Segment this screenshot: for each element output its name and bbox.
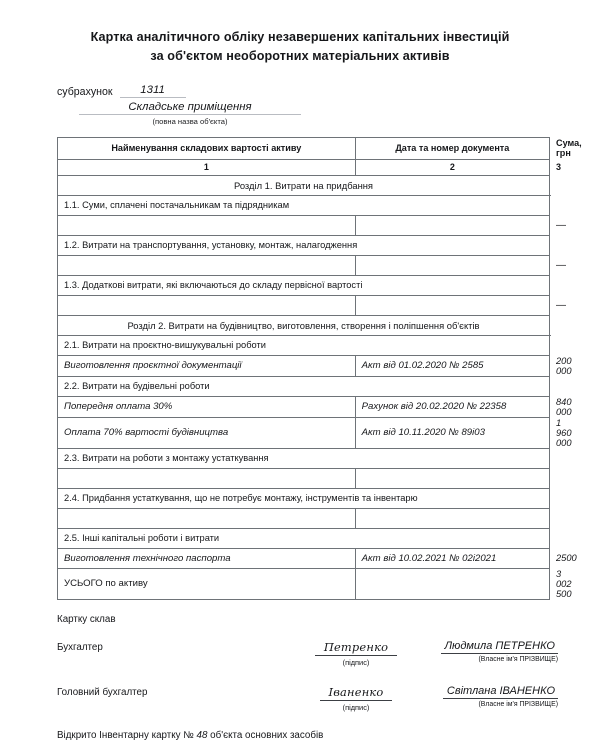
entry-document-cell[interactable]: Акт від 10.11.2020 № 89і03: [355, 417, 549, 448]
table-row: Оплата 70% вартості будівництва Акт від 10.11.2020 № 89і03 1 960 000: [58, 417, 550, 448]
footer-prefix: Відкрито Інвентарну картку №: [57, 729, 194, 741]
signature-caption: (підпис): [342, 657, 370, 667]
subaccount-row: [57, 84, 600, 98]
header-cell-name: Найменування складових вартості активу: [58, 137, 356, 159]
subsection-heading-cell: 2.5. Інші капітальні роботи і витрати: [58, 528, 550, 548]
total-label-cell: УСЬОГО по активу: [58, 568, 356, 599]
signature-cell: [281, 685, 431, 712]
signatory-name-cell: [431, 640, 558, 663]
table-row: [58, 175, 550, 195]
table-row: [58, 448, 550, 468]
object-name-value[interactable]: Складське приміщення: [79, 101, 301, 115]
table-row: УСЬОГО по активу 3 002 500: [58, 568, 550, 599]
column-number-2: 2: [355, 159, 549, 175]
subsection-heading-cell: 2.3. Витрати на роботи з монтажу устаткування: [58, 448, 550, 468]
subsection-heading-cell: 2.4. Придбання устаткування, що не потребує монтажу, інструментів та інвентарю: [58, 488, 550, 508]
entry-name-cell[interactable]: [58, 468, 356, 488]
page-title-line-2: за об'єктом необоротних матеріальних активів: [150, 48, 450, 63]
subsection-heading-cell: 2.1. Витрати на проєктно-вишукувальні роботи: [58, 335, 550, 355]
entry-name-cell[interactable]: [58, 255, 356, 275]
object-name-row: [57, 101, 301, 126]
entry-name-cell[interactable]: [58, 508, 356, 528]
entry-name-cell[interactable]: Виготовлення проєктної документації: [58, 355, 356, 376]
subsection-heading-cell: 1.3. Додаткові витрати, які включаються до складу первісної вартості: [58, 275, 550, 295]
signature-row: [57, 640, 558, 667]
table-header-row: Найменування складових вартості активу Дата та номер документа Сума, грн: [58, 137, 550, 159]
entry-document-cell[interactable]: Рахунок від 20.02.2020 № 22358: [355, 396, 549, 417]
table-row: [58, 275, 550, 295]
section-heading-cell: Розділ 1. Витрати на придбання: [58, 175, 550, 195]
signatory-name-caption: (Власне ім'я ПРІЗВИЩЕ): [478, 700, 558, 708]
table-row: —: [58, 215, 550, 235]
handwritten-signature: Петренко: [315, 640, 397, 656]
section-heading-cell: Розділ 2. Витрати на будівництво, виготовлення, створення і поліпшення об'єктів: [58, 315, 550, 335]
object-name-caption: (повна назва об'єкта): [152, 116, 228, 126]
subaccount-block: [0, 84, 600, 126]
table-row: [58, 488, 550, 508]
entry-document-cell[interactable]: [355, 215, 549, 235]
table-row: [58, 468, 550, 488]
signatory-name: Світлана ІВАНЕНКО: [443, 685, 558, 699]
entry-name-cell[interactable]: [58, 295, 356, 315]
table-row: —: [58, 255, 550, 275]
table-row: —: [58, 295, 550, 315]
table-row: [58, 315, 550, 335]
table-row: [58, 508, 550, 528]
subaccount-label: субрахунок: [57, 85, 113, 98]
entry-document-cell[interactable]: [355, 468, 549, 488]
column-number-1: 1: [58, 159, 356, 175]
table-row: [58, 235, 550, 255]
entry-name-cell[interactable]: [58, 215, 356, 235]
made-by-label: Картку склав: [57, 613, 116, 625]
entry-document-cell[interactable]: Акт від 10.02.2021 № 02і2021: [355, 548, 549, 568]
table-row: Попередня оплата 30% Рахунок від 20.02.2020 № 22358 840 000: [58, 396, 550, 417]
subsection-heading-cell: 2.2. Витрати на будівельні роботи: [58, 376, 550, 396]
header-cell-document: Дата та номер документа: [355, 137, 549, 159]
signatory-name: Людмила ПЕТРЕНКО: [441, 640, 559, 654]
signature-cell: [281, 640, 431, 667]
entry-document-cell[interactable]: [355, 295, 549, 315]
entry-document-cell[interactable]: Акт від 01.02.2020 № 2585: [355, 355, 549, 376]
signature-role-label: Бухгалтер: [57, 641, 103, 653]
entry-name-cell[interactable]: Попередня оплата 30%: [58, 396, 356, 417]
table-row: Виготовлення проєктної документації Акт від 01.02.2020 № 2585 200 000: [58, 355, 550, 376]
entry-name-cell[interactable]: Виготовлення технічного паспорта: [58, 548, 356, 568]
subaccount-value[interactable]: 1311: [120, 84, 186, 98]
subsection-heading-cell: 1.1. Суми, сплачені постачальникам та підрядникам: [58, 195, 550, 215]
subsection-heading-cell: 1.2. Витрати на транспортування, установку, монтаж, налагодження: [58, 235, 550, 255]
signature-role-label: Головний бухгалтер: [57, 686, 148, 698]
entry-document-cell: [355, 568, 549, 599]
table-row: Виготовлення технічного паспорта Акт від 10.02.2021 № 02і2021 2500: [58, 548, 550, 568]
signature-area: [0, 614, 600, 712]
card-table-wrap: [0, 137, 600, 600]
page-title: [0, 0, 600, 66]
table-row: [58, 376, 550, 396]
signatory-name-caption: (Власне ім'я ПРІЗВИЩЕ): [478, 655, 558, 663]
entry-name-cell[interactable]: Оплата 70% вартості будівництва: [58, 417, 356, 448]
handwritten-signature: Іваненко: [320, 685, 393, 701]
entry-document-cell[interactable]: [355, 508, 549, 528]
signature-row: [57, 685, 558, 712]
table-row: [58, 195, 550, 215]
card-table: [57, 137, 582, 600]
footer-note: [0, 730, 600, 741]
entry-document-cell[interactable]: [355, 255, 549, 275]
footer-inventory-number[interactable]: 48: [196, 729, 208, 741]
card-table-body: [58, 137, 582, 599]
signature-caption: (підпис): [342, 702, 370, 712]
table-row: [58, 528, 550, 548]
table-column-number-row: 1 2 3: [58, 159, 550, 175]
footer-suffix: об'єкта основних засобів: [210, 729, 324, 741]
page-title-line-1: Картка аналітичного обліку незавершених капітальних інвестицій: [90, 30, 510, 44]
table-row: [58, 335, 550, 355]
signatory-name-cell: [431, 685, 558, 708]
signature-rows-container: [57, 640, 558, 712]
